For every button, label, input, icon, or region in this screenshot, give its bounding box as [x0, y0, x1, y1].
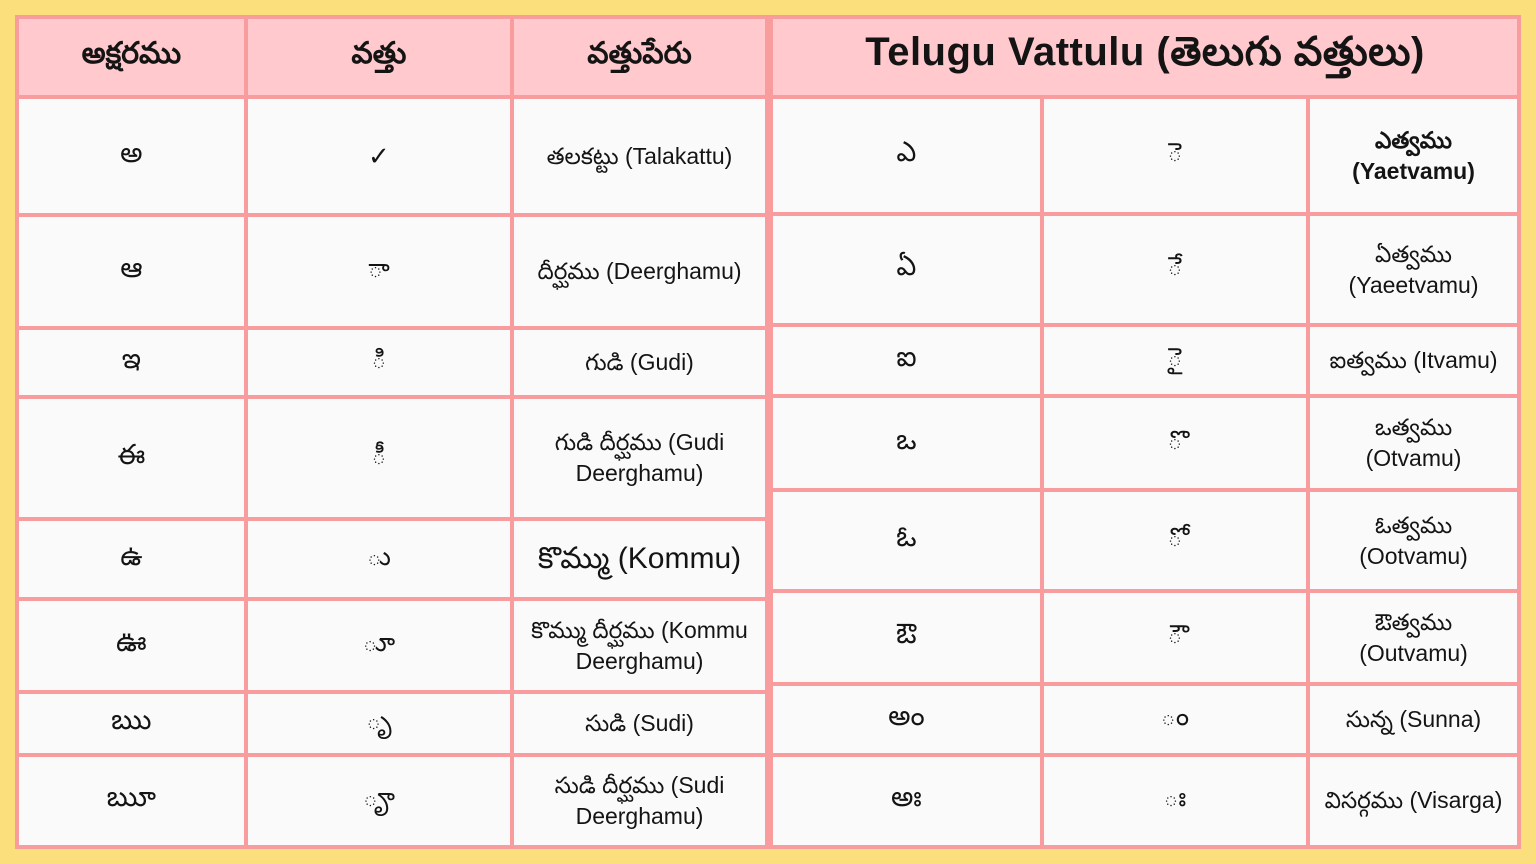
letter-cell: ఈ [17, 397, 246, 519]
letter-cell: ఊ [17, 599, 246, 692]
name-cell: ఒత్వము (Otvamu) [1308, 396, 1519, 490]
sign-cell: ం [1042, 684, 1308, 755]
header-vattu: వత్తు [246, 17, 512, 97]
table-row [17, 97, 767, 215]
table-row [771, 490, 1519, 591]
name-cell: సున్న (Sunna) [1308, 684, 1519, 755]
name-cell: గుడి దీర్ఘము (Gudi Deerghamu) [512, 397, 767, 519]
letter-cell: ఓ [771, 490, 1042, 591]
table-row [771, 396, 1519, 490]
letter-cell: ౠ [17, 755, 246, 847]
name-cell: విసర్గము (Visarga) [1308, 755, 1519, 847]
table-row [17, 599, 767, 692]
name-cell: ఔత్వము (Outvamu) [1308, 591, 1519, 684]
letter-cell: ఎ [771, 97, 1042, 214]
name-cell: కొమ్ము దీర్ఘము (Kommu Deerghamu) [512, 599, 767, 692]
letter-cell: ఇ [17, 328, 246, 397]
sign-cell: ృ [246, 692, 512, 755]
letter-cell: ఆ [17, 215, 246, 328]
name-cell: ఏత్వము (Yaeetvamu) [1308, 214, 1519, 325]
page-title: Telugu Vattulu (తెలుగు వత్తులు) [771, 17, 1519, 97]
letter-cell: ఋ [17, 692, 246, 755]
sign-cell: ో [1042, 490, 1308, 591]
table-row [17, 328, 767, 397]
letter-cell: అ [17, 97, 246, 215]
sign-cell: ి [246, 328, 512, 397]
table-row [771, 325, 1519, 396]
name-cell: తలకట్టు (Talakattu) [512, 97, 767, 215]
sign-cell: ా [246, 215, 512, 328]
table-row [771, 97, 1519, 214]
name-cell: గుడి (Gudi) [512, 328, 767, 397]
letter-cell: ఔ [771, 591, 1042, 684]
right-header-row [771, 17, 1519, 97]
name-cell: ఎత్వము (Yaetvamu) [1308, 97, 1519, 214]
sign-cell: ః [1042, 755, 1308, 847]
left-header-row [17, 17, 767, 97]
name-cell: కొమ్ము (Kommu) [512, 519, 767, 599]
name-cell: ఓత్వము (Ootvamu) [1308, 490, 1519, 591]
sign-cell: ూ [246, 599, 512, 692]
table-row [17, 519, 767, 599]
name-cell: దీర్ఘము (Deerghamu) [512, 215, 767, 328]
sign-cell: ై [1042, 325, 1308, 396]
sign-cell: ొ [1042, 396, 1308, 490]
table-row [771, 591, 1519, 684]
table-row [771, 755, 1519, 847]
name-cell: సుడి దీర్ఘము (Sudi Deerghamu) [512, 755, 767, 847]
sign-cell: ౌ [1042, 591, 1308, 684]
tables-wrap [15, 15, 1521, 849]
sign-cell: ే [1042, 214, 1308, 325]
letter-cell: ఉ [17, 519, 246, 599]
sign-cell: ీ [246, 397, 512, 519]
vattulu-table [769, 15, 1521, 849]
letter-cell: ఐ [771, 325, 1042, 396]
sign-cell: ు [246, 519, 512, 599]
table-row [17, 755, 767, 847]
name-cell: సుడి (Sudi) [512, 692, 767, 755]
table-row [771, 214, 1519, 325]
letter-cell: ఒ [771, 396, 1042, 490]
sign-cell: ె [1042, 97, 1308, 214]
table-row [17, 692, 767, 755]
sign-cell: ✓ [246, 97, 512, 215]
letter-cell: అం [771, 684, 1042, 755]
letter-cell: అః [771, 755, 1042, 847]
header-vattuperu: వత్తుపేరు [512, 17, 767, 97]
name-cell: ఐత్వము (Itvamu) [1308, 325, 1519, 396]
header-aksharamu: అక్షరము [17, 17, 246, 97]
table-row [17, 215, 767, 328]
vowel-vattu-table [15, 15, 769, 849]
letter-cell: ఏ [771, 214, 1042, 325]
table-row [17, 397, 767, 519]
table-row [771, 684, 1519, 755]
sign-cell: ౄ [246, 755, 512, 847]
